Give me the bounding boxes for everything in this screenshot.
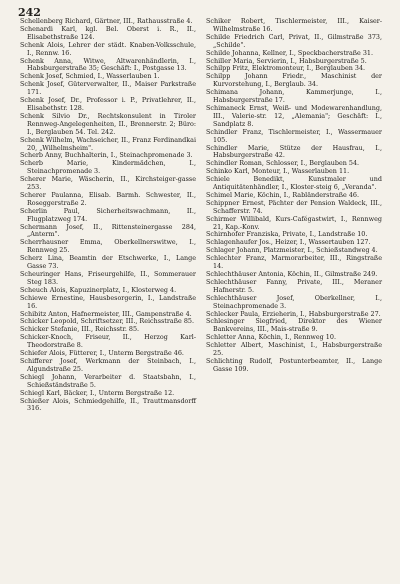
directory-entry: Schilde Friedrich Carl, Privat, II., Gilmstraße 373, „Schilde". <box>206 32 382 49</box>
directory-entry: Schlesinger Siegfried, Direktor des Wiener Bankvereins, III., Mais-straße 9. <box>206 317 382 334</box>
directory-entry: Schlichting Rudolf, Postunterbeamter, II., Lange Gasse 109. <box>206 356 382 373</box>
directory-entry: Schellenberg Richard, Gärtner, III., Rathausstraße 4. <box>20 17 193 25</box>
directory-entry: Schimana Johann, Kammerjunge, I., Habsburgerstraße 17. <box>206 88 382 105</box>
directory-entry: Schindler Marie, Stütze der Hausfrau, I., Habsburgerstraße 42. <box>206 143 382 160</box>
directory-entry: Scheuch Alois, Kapuzinerplatz, I., Klosterweg 4. <box>20 285 177 294</box>
right-column <box>206 18 382 374</box>
directory-entry: Schilpp Fritz, Elektromonteur, I., Berglauben 34. <box>206 64 366 73</box>
directory-entry: Scherlin Paul, Sicherheitswachmann, II., Flugplatzweg 174. <box>20 206 196 223</box>
directory-entry: Schindler Franz, Tischlermeister, I., Wassermauer 105. <box>206 127 382 144</box>
directory-entry: Schicker Stefanie, III., Reichsstr. 85. <box>20 325 140 334</box>
directory-entry: Schifferer Josef, Werkmann der Steinbach, I., Algundstraße 25. <box>20 356 196 373</box>
directory-entry: Schletter Anna, Köchin, I., Rennweg 10. <box>206 333 336 342</box>
directory-entry: Schenardi Karl, kgl. Bel. Oberst i. R., II., Elisabethstraße 124. <box>20 24 196 41</box>
directory-entry: Schlechthäuser Antonia, Köchin, II., Gilmstraße 249. <box>206 270 378 278</box>
directory-entry: Schiele Benedikt, Kunstmaler und Antiquitätenhändler, I., Kloster-steig 6, „Veranda". <box>206 175 382 192</box>
directory-entry: Schirmer Willibald, Kurs-Cafégastwirt, I., Rennweg 21, Kap.-Konv. <box>206 214 382 231</box>
directory-entry: Schießer Alois, Schmiedgehilfe, II., Trauttmansdorff 316. <box>20 396 196 413</box>
directory-entry: Schiewe Ernestine, Hausbesorgerin, I., Landstraße 16. <box>20 293 196 310</box>
directory-entry: Schicker-Knoch, Friseur, II., Herzog Karl-Theodorstraße 8. <box>20 333 196 350</box>
directory-entry: Scherer Paulanna, Elisab. Barmh. Schwester, II., Roseggerstraße 2. <box>20 190 196 207</box>
directory-entry: Scherrhausner Emma, Oberkellnerswitwe, I., Rennweg 25. <box>20 238 196 255</box>
directory-entry: Schibitz Anton, Hafnermeister, III., Gampenstraße 4. <box>20 309 192 318</box>
directory-entry: Schenk Silvio Dr., Rechtskonsulent in Tiroler Rennweg-Angelegenheiten, II., Brennerstr. 2; Büro: I., Berglauben 54. Tel. 242. <box>20 111 196 136</box>
directory-entry: Schindler Roman, Schlosser, I., Berglauben 54. <box>206 159 360 168</box>
directory-entry: Schilde Johanna, Kellner, I., Speckbacherstraße 31. <box>206 48 374 57</box>
directory-entry: Schimaneck Ernst, Weiß- und Modewarenhandlung, III., Valerie-str. 12, „Alemania"; Geschäft: I., Sandplatz 8. <box>206 103 382 128</box>
directory-entry: Scherz Lina, Beamtin der Etschwerke, I., Lange Gasse 73. <box>20 254 196 271</box>
directory-entry: Schlechter Franz, Marmorarbeiter, III., Ringstraße 14. <box>206 254 382 271</box>
directory-entry: Schenk Josef, Dr., Professor i. P., Privatlehrer, II., Elisabethstr. 128. <box>20 96 196 112</box>
directory-entry: Schiker Robert, Tischlermeister, III., Kaiser-Wilhelmstraße 16. <box>206 17 382 33</box>
directory-entry: Schiegl Karl, Bäcker, I., Unterm Bergstraße 12. <box>20 388 175 397</box>
directory-entry: Schiller Maria, Servierin, I., Habsburgerstraße 5. <box>206 56 367 65</box>
directory-entry: Schilpp Johann Friedr., Maschinist der Kurvorstehung, I., Berglaub. 34. <box>206 72 382 89</box>
directory-entry: Schlechthäuser Fanny, Private, III., Meraner Hafnerstr. 5. <box>206 277 382 294</box>
directory-entry: Schlagenhaufer Jos., Heizer, I., Wassertauben 127. <box>206 238 371 247</box>
directory-entry: Scherb Anny, Buchhalterin, I., Steinachpromenade 3. <box>20 151 193 160</box>
page-number: 242 <box>18 6 41 19</box>
directory-entry: Schenk Josef, Schmied, I., Wasserlauben 1. <box>20 72 160 81</box>
directory-entry: Schinko Karl, Monteur, I., Wasserlauben 11. <box>206 167 350 176</box>
directory-entry: Schirnhofer Franziska, Private, I., Landstraße 10. <box>206 230 368 239</box>
directory-entry: Schlechthäuser Josef, Oberkellner, I., Steinachpromenade 3. <box>206 293 382 310</box>
directory-entry: Schletter Albert, Maschinist, I., Habsburgerstraße 25. <box>206 341 382 358</box>
directory-entry: Schenk Alois, Lehrer der städt. Knaben-Volksschule, I., Rennw. 16. <box>20 40 196 57</box>
left-column <box>20 18 196 413</box>
directory-entry: Schlecker Paula, Erzieherin, I., Habsburgerstraße 27. <box>206 309 381 318</box>
directory-entry: Schiefer Alois, Fütterer, I., Unterm Bergstraße 46. <box>20 349 184 358</box>
directory-entry: Schenk Josef, Güterverwalter, II., Maiser Parkstraße 171. <box>20 80 196 97</box>
directory-entry: Schenk Wilhelm, Wachseicher, II., Franz Ferdinandkai 20, „Wilhelmsheim". <box>20 135 196 152</box>
directory-entry: Schlager Johann, Platzmeister, I., Schießstandweg 4. <box>206 246 378 255</box>
directory-entry: Schiegl Johann, Verarbeiter d. Staatsbahn, I., Schießständstraße 5. <box>20 372 196 389</box>
directory-entry: Scherer Marie, Wäscherin, II., Kirchsteiger-gasse 253. <box>20 175 196 192</box>
directory-entry: Schippner Ernest, Pächter der Pension Waldeck, III., Schafferstr. 74. <box>206 198 382 215</box>
directory-entry: Schicker Leopold, Schriftsetzer, III., Reichsstraße 85. <box>20 317 194 326</box>
directory-entry: Scheuringer Hans, Friseurgehilfe, II., Sommerauer Steg 183. <box>20 270 196 286</box>
directory-entry: Schimel Marie, Köchin, I., Rabländerstraße 46. <box>206 190 360 199</box>
directory-entry: Schermann Josef, II., Rittensteinergasse 284, „Anterm". <box>20 222 196 239</box>
directory-entry: Schenk Anna, Witwe, Altwarenhändlerin, I., Habsburgerstraße 35; Geschäft: I., Postgasse 13. <box>20 56 196 73</box>
directory-entry: Scherb Marie, Kindermädchen, I., Steinachpromenade 3. <box>20 159 196 176</box>
